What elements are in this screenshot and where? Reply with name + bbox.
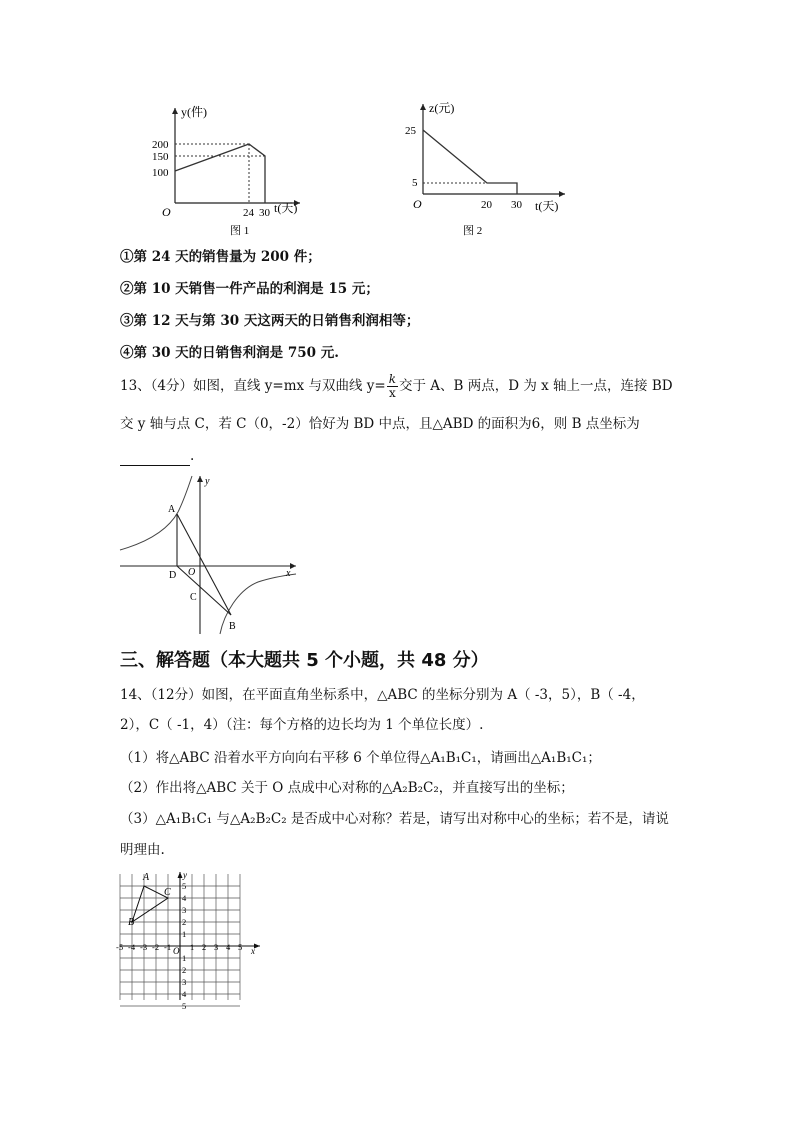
q13-label-O: O — [188, 567, 196, 578]
q14-sub-3-continued: 明理由. — [120, 842, 165, 858]
q14-x-tick-neg: -2 — [152, 942, 160, 952]
q13-label-A: A — [168, 504, 176, 515]
q14-triangle-ABC — [132, 886, 168, 922]
q13-frac-num: k — [388, 372, 396, 386]
q14-label-y: y — [183, 870, 187, 880]
fig1-y-label: y(件) — [181, 105, 207, 119]
q14-x-tick-pos: 3 — [214, 942, 219, 952]
statement-2: ②第 10 天销售一件产品的利润是 15 元； — [120, 281, 379, 297]
fig2-origin: O — [413, 197, 422, 211]
q14-label-A: A — [143, 872, 150, 883]
q13-fraction — [387, 373, 398, 400]
fig2-x-label: t(天) — [535, 199, 559, 213]
q14-x-tick-pos: 2 — [202, 942, 207, 952]
fig2-z-label: z(元) — [429, 101, 455, 115]
q13-line-1 — [120, 373, 673, 400]
fig2-tick-20: 20 — [481, 199, 492, 211]
q14-label-B: B — [128, 917, 135, 928]
q14-y-tick-pos: 5 — [182, 881, 187, 891]
fig2-caption: 图 2 — [463, 225, 483, 237]
q14-y-tick-neg: 1 — [182, 953, 187, 963]
q14-x-tick-neg: -5 — [116, 942, 124, 952]
q14-x-tick-pos: 5 — [238, 942, 243, 952]
q14-y-tick-neg: 2 — [182, 965, 187, 975]
q14-y-tick-pos: 1 — [182, 929, 187, 939]
fig2-profit-line — [423, 130, 517, 194]
fig2-tick-30: 30 — [511, 199, 522, 211]
q14-sub-1: （1）将△ABC 沿着水平方向向右平移 6 个单位得△A₁B₁C₁，请画出△A₁B₁C₁； — [120, 750, 601, 766]
q14-coordinate-grid — [112, 868, 272, 1013]
q14-x-tick-neg: -1 — [164, 942, 172, 952]
fig2-x-arrow-icon — [559, 191, 565, 197]
q13-label-D: D — [169, 570, 177, 581]
q13-y-arrow-icon — [197, 476, 203, 482]
figure-2-profit-graph — [395, 98, 585, 238]
q13-label-y: y — [205, 476, 210, 487]
q13-frac-den: x — [388, 386, 396, 400]
q13-line-DB — [177, 566, 231, 615]
fig1-tick-30: 30 — [259, 207, 270, 219]
figure-1-sales-graph — [150, 98, 320, 238]
q13-line-2: 交 y 轴与点 C，若 C（0，-2）恰好为 BD 中点，且△ABD 的面积为6，则 B 点坐标为 — [120, 416, 640, 432]
statement-4: ④第 30 天的日销售利润是 750 元. — [120, 345, 339, 361]
q14-y-tick-neg: 4 — [182, 989, 187, 999]
q14-y-tick-pos: 4 — [182, 893, 187, 903]
fig1-caption: 图 1 — [230, 225, 250, 237]
q14-y-tick-neg: 3 — [182, 977, 187, 987]
q13-answer-blank[interactable] — [120, 451, 190, 466]
q13-label-C: C — [190, 592, 197, 603]
q14-sub-2: （2）作出将△ABC 关于 O 点成中心对称的△A₂B₂C₂，并直接写出的坐标； — [120, 780, 574, 796]
fig1-tick-150: 150 — [152, 151, 169, 163]
q13-label-x: x — [286, 568, 291, 579]
fig1-tick-24: 24 — [243, 207, 254, 219]
q13-end: . — [190, 448, 195, 464]
section-3-heading: 三、解答题（本大题共 5 个小题，共 48 分） — [120, 650, 489, 671]
q14-y-arrow-icon — [178, 872, 183, 878]
q13-x-arrow-icon — [290, 563, 296, 569]
q14-y-tick-neg: 5 — [182, 1001, 187, 1011]
q13-hyperbola-branch-left — [120, 476, 192, 550]
fig2-tick-25: 25 — [405, 125, 416, 137]
q14-label-O: O — [173, 946, 180, 956]
fig1-origin: O — [162, 205, 171, 219]
fig1-sales-line — [175, 144, 265, 203]
q14-label-C: C — [164, 887, 171, 898]
fig1-tick-100: 100 — [152, 167, 169, 179]
q14-y-tick-pos: 2 — [182, 917, 187, 927]
fig1-x-label: t(天) — [274, 201, 298, 215]
q14-y-tick-pos: 3 — [182, 905, 187, 915]
q14-line-1: 14、（12分）如图，在平面直角坐标系中，△ABC 的坐标分别为 A（ -3，5），B（ -4， — [120, 687, 645, 703]
q14-x-tick-neg: -3 — [140, 942, 148, 952]
q14-label-x: x — [251, 946, 255, 956]
fig2-y-arrow-icon — [420, 104, 426, 110]
fig2-tick-5: 5 — [412, 177, 418, 189]
q14-line-2: 2），C（ -1，4）（注：每个方格的边长均为 1 个单位长度）. — [120, 717, 484, 733]
q13-text-b: 交于 A、B 两点，D 为 x 轴上一点，连接 BD — [398, 378, 673, 394]
q13-answer-line — [120, 446, 194, 466]
q14-sub-3: （3）△A₁B₁C₁ 与△A₂B₂C₂ 是否成中心对称？若是，请写出对称中心的坐标；若不是，请说 — [120, 811, 669, 827]
fig1-y-arrow-icon — [172, 108, 178, 114]
statement-3: ③第 12 天与第 30 天这两天的日销售利润相等； — [120, 313, 420, 329]
q13-line-AB — [177, 514, 231, 615]
statement-1: ①第 24 天的销售量为 200 件； — [120, 249, 321, 265]
q13-text-a: 13、（4分）如图，直线 y=mx 与双曲线 y= — [120, 378, 386, 394]
fig1-tick-200: 200 — [152, 139, 169, 151]
q14-x-tick-pos: 4 — [226, 942, 231, 952]
q14-x-tick-pos: 1 — [190, 942, 195, 952]
q13-hyperbola-graph — [118, 472, 303, 637]
q14-x-tick-neg: -4 — [128, 942, 136, 952]
q13-label-B: B — [229, 621, 236, 632]
